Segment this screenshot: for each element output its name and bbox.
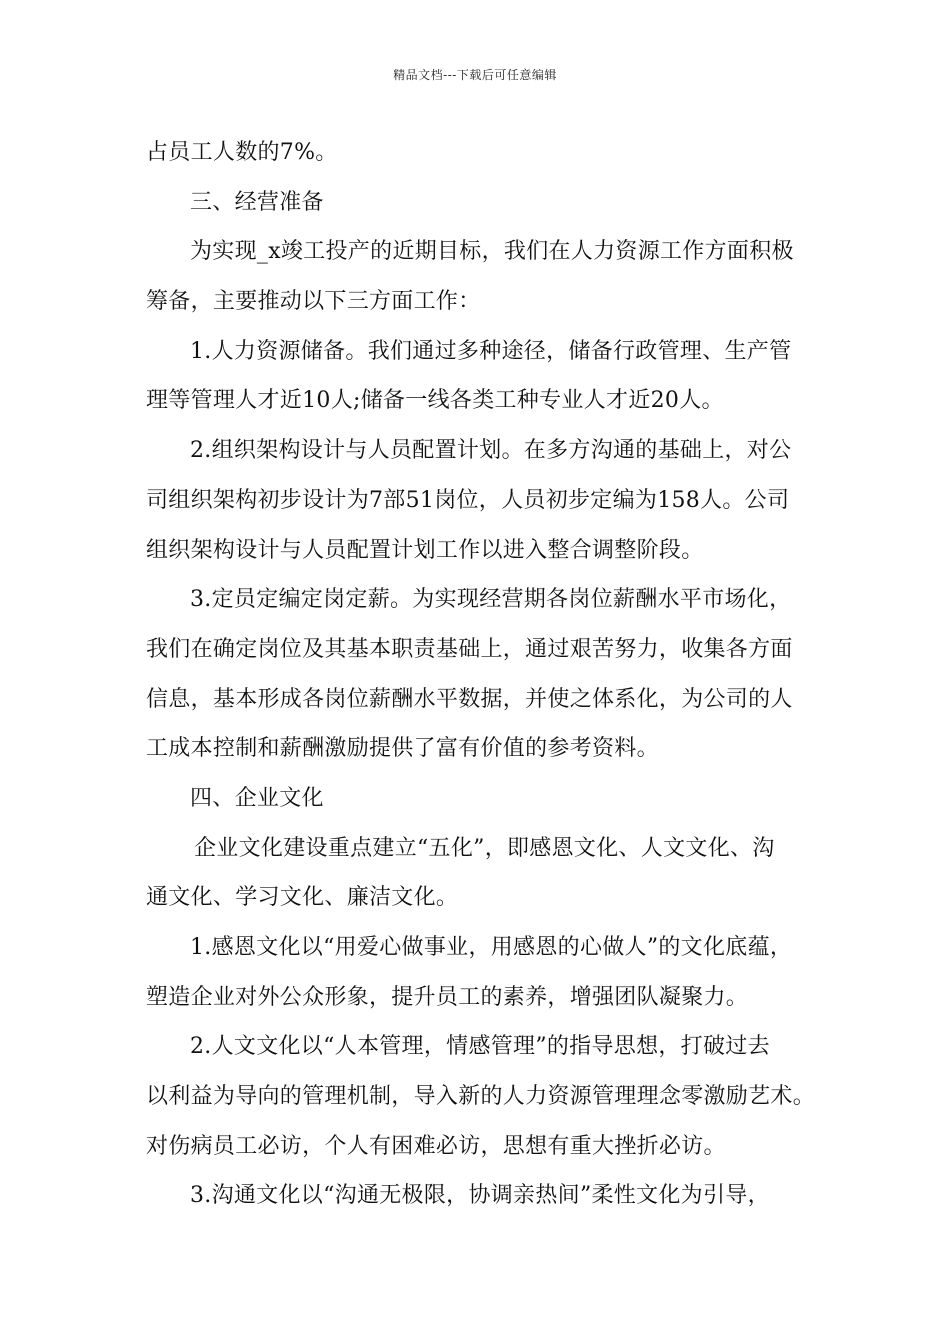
document-body	[146, 128, 818, 1221]
list-item-start: 1.人力资源储备。我们通过多种途径，储备行政管理、生产管	[190, 338, 792, 364]
text-line: 筹备，主要推动以下三方面工作：	[146, 289, 481, 315]
list-item-start: 3.定员定编定岗定薪。为实现经营期各岗位薪酬水平市场化，	[190, 587, 792, 613]
list-item-start: 3.沟通文化以“沟通无极限，协调亲热间”柔性文化为引导，	[190, 1183, 770, 1209]
text-line: 我们在确定岗位及其基本职责基础上，通过艰苦努力，收集各方面	[146, 636, 793, 662]
text-line: 以利益为导向的管理机制，导入新的人力资源管理理念零激励艺术。	[146, 1084, 816, 1110]
paragraph-start: 为实现_x竣工投产的近期目标，我们在人力资源工作方面积极	[190, 239, 794, 265]
section-heading: 四、企业文化	[190, 785, 324, 811]
list-item-start: 2.人文文化以“人本管理，情感管理”的指导思想，打破过去	[190, 1034, 770, 1060]
text-line: 组织架构设计与人员配置计划工作以进入整合调整阶段。	[146, 537, 704, 563]
list-item-start: 2.组织架构设计与人员配置计划。在多方沟通的基础上，对公	[190, 438, 792, 464]
text-line: 工成本控制和薪酬激励提供了富有价值的参考资料。	[146, 736, 659, 762]
paragraph-start: 企业文化建设重点建立“五化”，即感恩文化、人文文化、沟	[194, 835, 775, 861]
text-line: 理等管理人才近10人;储备一线各类工种专业人才近20人。	[146, 388, 724, 414]
list-item-start: 1.感恩文化以“用爱心做事业，用感恩的心做人”的文化底蕴，	[190, 935, 793, 960]
text-line: 司组织架构初步设计为7部51岗位，人员初步定编为158人。公司	[146, 487, 790, 513]
text-line: 通文化、学习文化、廉洁文化。	[146, 885, 459, 911]
section-heading: 三、经营准备	[190, 189, 324, 215]
text-line: 信息，基本形成各岗位薪酬水平数据，并使之体系化，为公司的人	[146, 686, 793, 712]
page-header: 精品文档---下载后可任意编辑	[393, 68, 557, 82]
text-line: 占员工人数的7%。	[146, 140, 338, 165]
text-line: 塑造企业对外公众形象，提升员工的素养，增强团队凝聚力。	[146, 984, 749, 1010]
text-line: 对伤病员工必访，个人有困难必访，思想有重大挫折必访。	[146, 1133, 726, 1159]
